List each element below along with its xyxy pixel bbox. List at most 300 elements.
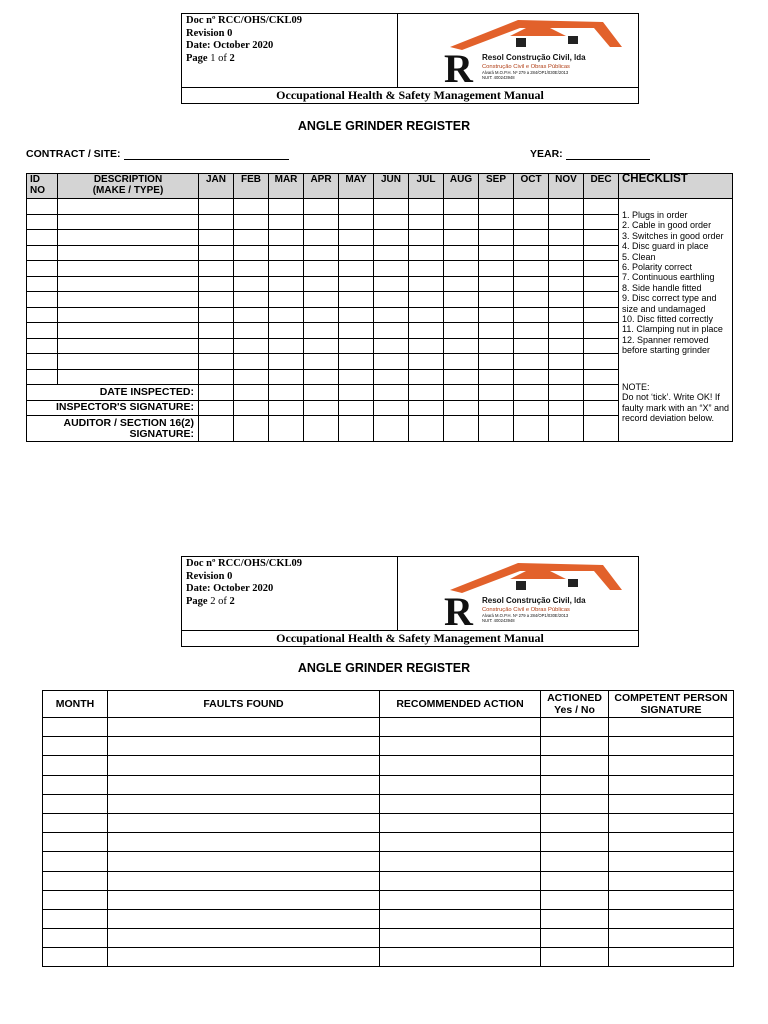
month-cell-nov[interactable] [549, 276, 584, 292]
month-cell[interactable] [43, 756, 108, 775]
month-cell-jun[interactable] [374, 323, 409, 339]
month-cell-jan[interactable] [199, 323, 234, 339]
actioned-cell[interactable] [541, 813, 609, 832]
month-cell-jun[interactable] [374, 261, 409, 277]
month-cell-aug[interactable] [444, 230, 479, 246]
signature-cell[interactable] [609, 929, 734, 948]
footer-month-cell-aug[interactable] [444, 400, 479, 416]
signature-cell[interactable] [609, 718, 734, 737]
month-cell-mar[interactable] [269, 338, 304, 354]
month-cell-jun[interactable] [374, 230, 409, 246]
month-cell-may[interactable] [339, 369, 374, 385]
month-cell-may[interactable] [339, 292, 374, 308]
month-cell-feb[interactable] [234, 369, 269, 385]
footer-month-cell-feb[interactable] [234, 416, 269, 442]
signature-cell[interactable] [609, 737, 734, 756]
month-cell-aug[interactable] [444, 214, 479, 230]
month-cell-may[interactable] [339, 214, 374, 230]
footer-month-cell-apr[interactable] [304, 385, 339, 401]
description-cell[interactable] [58, 292, 199, 308]
month-cell-aug[interactable] [444, 369, 479, 385]
recommended-action-cell[interactable] [380, 775, 541, 794]
month-cell-nov[interactable] [549, 292, 584, 308]
month-cell-jan[interactable] [199, 214, 234, 230]
month-cell-feb[interactable] [234, 261, 269, 277]
recommended-action-cell[interactable] [380, 871, 541, 890]
faults-found-cell[interactable] [108, 833, 380, 852]
month-cell-aug[interactable] [444, 323, 479, 339]
description-cell[interactable] [58, 354, 199, 370]
recommended-action-cell[interactable] [380, 948, 541, 967]
manual-title: Occupational Health & Safety Management Manual [182, 87, 638, 104]
month-cell-apr[interactable] [304, 214, 339, 230]
month-cell-may[interactable] [339, 276, 374, 292]
description-cell[interactable] [58, 369, 199, 385]
id-cell[interactable] [27, 338, 58, 354]
month-cell-dec[interactable] [584, 276, 619, 292]
month-cell-aug[interactable] [444, 245, 479, 261]
footer-month-cell-oct[interactable] [514, 385, 549, 401]
id-cell[interactable] [27, 245, 58, 261]
faults-found-cell[interactable] [108, 794, 380, 813]
month-cell-mar[interactable] [269, 354, 304, 370]
month-cell-nov[interactable] [549, 245, 584, 261]
month-cell-mar[interactable] [269, 276, 304, 292]
faults-row [43, 890, 734, 909]
svg-text:NUIT: 400243948: NUIT: 400243948 [482, 618, 515, 623]
description-cell[interactable] [58, 261, 199, 277]
month-cell-jan[interactable] [199, 307, 234, 323]
month-cell-oct[interactable] [514, 338, 549, 354]
month-cell-sep[interactable] [479, 261, 514, 277]
svg-text:Alvará M.O.P.H. Nº 279 a 284/O: Alvará M.O.P.H. Nº 279 a 284/OP1/030E/2013 [482, 70, 569, 75]
id-cell[interactable] [27, 214, 58, 230]
month-cell-apr[interactable] [304, 276, 339, 292]
month-cell-aug[interactable] [444, 292, 479, 308]
month-cell-apr[interactable] [304, 338, 339, 354]
id-cell[interactable] [27, 230, 58, 246]
faults-found-cell[interactable] [108, 813, 380, 832]
month-cell-nov[interactable] [549, 369, 584, 385]
month-cell-jun[interactable] [374, 245, 409, 261]
month-cell-sep[interactable] [479, 369, 514, 385]
month-cell-may[interactable] [339, 307, 374, 323]
month-cell-may[interactable] [339, 261, 374, 277]
month-cell-mar[interactable] [269, 323, 304, 339]
month-cell-dec[interactable] [584, 292, 619, 308]
month-cell-oct[interactable] [514, 292, 549, 308]
id-cell[interactable] [27, 354, 58, 370]
checklist-item: 9. Disc correct type and size and undamaged [622, 293, 717, 314]
actioned-cell[interactable] [541, 737, 609, 756]
month-cell-mar[interactable] [269, 369, 304, 385]
month-cell-jul[interactable] [409, 230, 444, 246]
signature-cell[interactable] [609, 890, 734, 909]
checklist-item: 7. Continuous earthling [622, 272, 715, 283]
signature-cell[interactable] [609, 775, 734, 794]
month-cell[interactable] [43, 948, 108, 967]
month-cell-dec[interactable] [584, 261, 619, 277]
month-cell-aug[interactable] [444, 199, 479, 215]
month-cell-may[interactable] [339, 354, 374, 370]
description-cell[interactable] [58, 276, 199, 292]
month-cell-apr[interactable] [304, 261, 339, 277]
register-header-row [27, 174, 733, 199]
footer-month-cell-sep[interactable] [479, 400, 514, 416]
footer-month-cell-jul[interactable] [409, 385, 444, 401]
faults-found-cell[interactable] [108, 890, 380, 909]
faults-found-cell[interactable] [108, 852, 380, 871]
signature-cell[interactable] [609, 756, 734, 775]
month-cell-jun[interactable] [374, 369, 409, 385]
month-cell-feb[interactable] [234, 354, 269, 370]
month-cell-dec[interactable] [584, 245, 619, 261]
footer-month-cell-nov[interactable] [549, 385, 584, 401]
description-cell[interactable] [58, 199, 199, 215]
month-cell-jan[interactable] [199, 230, 234, 246]
month-cell-apr[interactable] [304, 230, 339, 246]
month-cell-jul[interactable] [409, 369, 444, 385]
faults-found-cell[interactable] [108, 775, 380, 794]
id-cell[interactable] [27, 199, 58, 215]
signature-cell[interactable] [609, 794, 734, 813]
month-cell-jun[interactable] [374, 199, 409, 215]
month-cell-jan[interactable] [199, 369, 234, 385]
month-cell-sep[interactable] [479, 307, 514, 323]
month-header-mar: MAR [269, 174, 304, 199]
month-cell-apr[interactable] [304, 369, 339, 385]
month-cell-dec[interactable] [584, 369, 619, 385]
month-cell-oct[interactable] [514, 199, 549, 215]
faults-found-cell[interactable] [108, 948, 380, 967]
month-cell-mar[interactable] [269, 230, 304, 246]
month-cell-jun[interactable] [374, 307, 409, 323]
month-cell[interactable] [43, 813, 108, 832]
month-cell-sep[interactable] [479, 354, 514, 370]
month-cell-nov[interactable] [549, 323, 584, 339]
footer-month-cell-mar[interactable] [269, 400, 304, 416]
faults-found-cell[interactable] [108, 756, 380, 775]
month-cell-feb[interactable] [234, 323, 269, 339]
register-row [27, 199, 733, 215]
actioned-cell[interactable] [541, 909, 609, 928]
footer-month-cell-mar[interactable] [269, 416, 304, 442]
month-cell-feb[interactable] [234, 214, 269, 230]
month-cell-jun[interactable] [374, 354, 409, 370]
month-cell-sep[interactable] [479, 323, 514, 339]
month-cell-feb[interactable] [234, 292, 269, 308]
recommended-action-cell[interactable] [380, 756, 541, 775]
month-cell-apr[interactable] [304, 245, 339, 261]
month-header-dec: DEC [584, 174, 619, 199]
month-cell-sep[interactable] [479, 199, 514, 215]
month-cell-apr[interactable] [304, 323, 339, 339]
signature-cell[interactable] [609, 813, 734, 832]
faults-row [43, 718, 734, 737]
id-cell[interactable] [27, 261, 58, 277]
footer-month-cell-jan[interactable] [199, 385, 234, 401]
month-cell-jan[interactable] [199, 245, 234, 261]
month-cell-nov[interactable] [549, 338, 584, 354]
month-header-sep: SEP [479, 174, 514, 199]
month-cell-nov[interactable] [549, 230, 584, 246]
month-cell[interactable] [43, 871, 108, 890]
month-cell-jun[interactable] [374, 292, 409, 308]
month-cell-mar[interactable] [269, 214, 304, 230]
faults-found-cell[interactable] [108, 737, 380, 756]
footer-month-cell-jun[interactable] [374, 416, 409, 442]
footer-month-cell-jan[interactable] [199, 400, 234, 416]
month-cell-mar[interactable] [269, 307, 304, 323]
checklist-panel [619, 199, 733, 442]
month-cell-feb[interactable] [234, 338, 269, 354]
month-cell-jan[interactable] [199, 338, 234, 354]
month-cell-aug[interactable] [444, 338, 479, 354]
faults-found-cell[interactable] [108, 718, 380, 737]
month-cell[interactable] [43, 794, 108, 813]
footer-month-cell-dec[interactable] [584, 416, 619, 442]
month-cell-jan[interactable] [199, 292, 234, 308]
month-cell-feb[interactable] [234, 307, 269, 323]
recommended-action-cell[interactable] [380, 833, 541, 852]
month-cell-jul[interactable] [409, 261, 444, 277]
actioned-cell[interactable] [541, 833, 609, 852]
month-cell-sep[interactable] [479, 292, 514, 308]
month-cell-jan[interactable] [199, 261, 234, 277]
month-cell-aug[interactable] [444, 354, 479, 370]
signature-cell[interactable] [609, 871, 734, 890]
recommended-action-cell[interactable] [380, 852, 541, 871]
month-cell-apr[interactable] [304, 292, 339, 308]
signature-cell[interactable] [609, 833, 734, 852]
month-cell-mar[interactable] [269, 261, 304, 277]
month-cell-sep[interactable] [479, 214, 514, 230]
actioned-cell[interactable] [541, 794, 609, 813]
month-cell-jan[interactable] [199, 199, 234, 215]
month-cell[interactable] [43, 775, 108, 794]
checklist-item: 5. Clean [622, 251, 656, 262]
id-cell[interactable] [27, 276, 58, 292]
month-cell[interactable] [43, 833, 108, 852]
signature-cell[interactable] [609, 909, 734, 928]
month-cell-sep[interactable] [479, 338, 514, 354]
month-cell[interactable] [43, 737, 108, 756]
month-cell-nov[interactable] [549, 354, 584, 370]
month-cell-sep[interactable] [479, 276, 514, 292]
month-cell-jun[interactable] [374, 276, 409, 292]
actioned-cell[interactable] [541, 948, 609, 967]
month-cell-dec[interactable] [584, 354, 619, 370]
description-cell[interactable] [58, 307, 199, 323]
month-cell-dec[interactable] [584, 230, 619, 246]
footer-month-cell-nov[interactable] [549, 400, 584, 416]
month-cell-mar[interactable] [269, 199, 304, 215]
faults-found-cell[interactable] [108, 929, 380, 948]
month-cell-dec[interactable] [584, 307, 619, 323]
month-cell[interactable] [43, 929, 108, 948]
actioned-cell[interactable] [541, 890, 609, 909]
month-cell-dec[interactable] [584, 338, 619, 354]
month-cell-mar[interactable] [269, 292, 304, 308]
month-cell-oct[interactable] [514, 245, 549, 261]
description-cell[interactable] [58, 230, 199, 246]
month-cell-nov[interactable] [549, 214, 584, 230]
company-logo [398, 557, 638, 630]
description-cell[interactable] [58, 323, 199, 339]
footer-month-cell-jun[interactable] [374, 400, 409, 416]
recommended-action-cell[interactable] [380, 737, 541, 756]
month-cell-oct[interactable] [514, 214, 549, 230]
footer-month-cell-jul[interactable] [409, 416, 444, 442]
footer-month-cell-jan[interactable] [199, 416, 234, 442]
month-cell-oct[interactable] [514, 230, 549, 246]
month-cell-apr[interactable] [304, 307, 339, 323]
revision: Revision 0 [186, 570, 233, 582]
footer-month-cell-dec[interactable] [584, 400, 619, 416]
month-cell-jul[interactable] [409, 214, 444, 230]
footer-month-cell-sep[interactable] [479, 416, 514, 442]
month-cell-apr[interactable] [304, 199, 339, 215]
footer-month-cell-may[interactable] [339, 416, 374, 442]
month-cell-dec[interactable] [584, 214, 619, 230]
recommended-action-cell[interactable] [380, 929, 541, 948]
footer-month-cell-jul[interactable] [409, 400, 444, 416]
month-header-jan: JAN [199, 174, 234, 199]
month-header-oct: OCT [514, 174, 549, 199]
footer-month-cell-oct[interactable] [514, 416, 549, 442]
footer-month-cell-aug[interactable] [444, 416, 479, 442]
month-cell-oct[interactable] [514, 261, 549, 277]
month-cell-nov[interactable] [549, 199, 584, 215]
recommended-action-cell[interactable] [380, 909, 541, 928]
footer-month-cell-may[interactable] [339, 385, 374, 401]
faults-found-header: FAULTS FOUND [108, 691, 380, 718]
svg-text:R: R [444, 589, 473, 630]
month-cell-nov[interactable] [549, 307, 584, 323]
footer-month-cell-dec[interactable] [584, 385, 619, 401]
month-cell-aug[interactable] [444, 307, 479, 323]
recommended-action-cell[interactable] [380, 890, 541, 909]
month-cell-aug[interactable] [444, 276, 479, 292]
month-cell-may[interactable] [339, 323, 374, 339]
actioned-cell[interactable] [541, 718, 609, 737]
month-cell-nov[interactable] [549, 261, 584, 277]
month-cell-jul[interactable] [409, 323, 444, 339]
month-cell-jun[interactable] [374, 338, 409, 354]
footer-month-cell-apr[interactable] [304, 416, 339, 442]
month-cell-oct[interactable] [514, 323, 549, 339]
footer-month-cell-feb[interactable] [234, 400, 269, 416]
month-cell-dec[interactable] [584, 199, 619, 215]
footer-month-cell-may[interactable] [339, 400, 374, 416]
month-cell[interactable] [43, 852, 108, 871]
description-header: DESCRIPTION (MAKE / TYPE) [58, 174, 199, 199]
footer-month-cell-nov[interactable] [549, 416, 584, 442]
signature-cell[interactable] [609, 948, 734, 967]
month-cell-oct[interactable] [514, 354, 549, 370]
month-cell-aug[interactable] [444, 261, 479, 277]
month-cell-may[interactable] [339, 338, 374, 354]
month-cell-apr[interactable] [304, 354, 339, 370]
footer-month-cell-mar[interactable] [269, 385, 304, 401]
contract-site-field: CONTRACT / SITE: [26, 148, 289, 160]
month-cell-feb[interactable] [234, 199, 269, 215]
actioned-cell[interactable] [541, 929, 609, 948]
faults-found-cell[interactable] [108, 871, 380, 890]
month-cell[interactable] [43, 890, 108, 909]
month-cell-jan[interactable] [199, 354, 234, 370]
recommended-action-cell[interactable] [380, 718, 541, 737]
month-cell-may[interactable] [339, 199, 374, 215]
month-cell-sep[interactable] [479, 245, 514, 261]
month-header-jun: JUN [374, 174, 409, 199]
month-cell-mar[interactable] [269, 245, 304, 261]
month-cell-dec[interactable] [584, 323, 619, 339]
month-cell[interactable] [43, 909, 108, 928]
month-cell-jan[interactable] [199, 276, 234, 292]
note-text: Do not ‘tick’. Write OK! If faulty mark with an “X” and record deviation below. [622, 392, 730, 423]
id-cell[interactable] [27, 307, 58, 323]
svg-text:Construção Civil e Obras Públi: Construção Civil e Obras Públicas [482, 64, 570, 70]
month-cell[interactable] [43, 718, 108, 737]
id-cell[interactable] [27, 323, 58, 339]
month-cell-may[interactable] [339, 230, 374, 246]
footer-month-cell-feb[interactable] [234, 385, 269, 401]
month-cell-oct[interactable] [514, 276, 549, 292]
month-cell-jun[interactable] [374, 214, 409, 230]
actioned-cell[interactable] [541, 852, 609, 871]
id-cell[interactable] [27, 292, 58, 308]
month-cell-may[interactable] [339, 245, 374, 261]
contract-site-line[interactable] [124, 149, 289, 160]
description-cell[interactable] [58, 245, 199, 261]
footer-month-cell-sep[interactable] [479, 385, 514, 401]
signature-cell[interactable] [609, 852, 734, 871]
month-cell-jul[interactable] [409, 276, 444, 292]
month-cell-jul[interactable] [409, 307, 444, 323]
footer-month-cell-aug[interactable] [444, 385, 479, 401]
year-line[interactable] [566, 149, 650, 160]
faults-row [43, 813, 734, 832]
description-cell[interactable] [58, 214, 199, 230]
month-cell-feb[interactable] [234, 245, 269, 261]
actioned-cell[interactable] [541, 756, 609, 775]
month-cell-jul[interactable] [409, 338, 444, 354]
id-cell[interactable] [27, 369, 58, 385]
month-cell-feb[interactable] [234, 276, 269, 292]
actioned-cell[interactable] [541, 775, 609, 794]
month-cell-jul[interactable] [409, 292, 444, 308]
faults-found-cell[interactable] [108, 909, 380, 928]
month-cell-feb[interactable] [234, 230, 269, 246]
recommended-action-cell[interactable] [380, 794, 541, 813]
month-cell-sep[interactable] [479, 230, 514, 246]
footer-month-cell-oct[interactable] [514, 400, 549, 416]
faults-row [43, 833, 734, 852]
actioned-cell[interactable] [541, 871, 609, 890]
footer-month-cell-apr[interactable] [304, 400, 339, 416]
svg-text:NUIT: 400243948: NUIT: 400243948 [482, 75, 515, 80]
month-cell-jul[interactable] [409, 354, 444, 370]
page-number: Page 2 of 2 [186, 595, 235, 607]
description-cell[interactable] [58, 338, 199, 354]
month-cell-jul[interactable] [409, 245, 444, 261]
month-cell-oct[interactable] [514, 307, 549, 323]
month-cell-jul[interactable] [409, 199, 444, 215]
footer-month-cell-jun[interactable] [374, 385, 409, 401]
recommended-action-cell[interactable] [380, 813, 541, 832]
month-cell-oct[interactable] [514, 369, 549, 385]
